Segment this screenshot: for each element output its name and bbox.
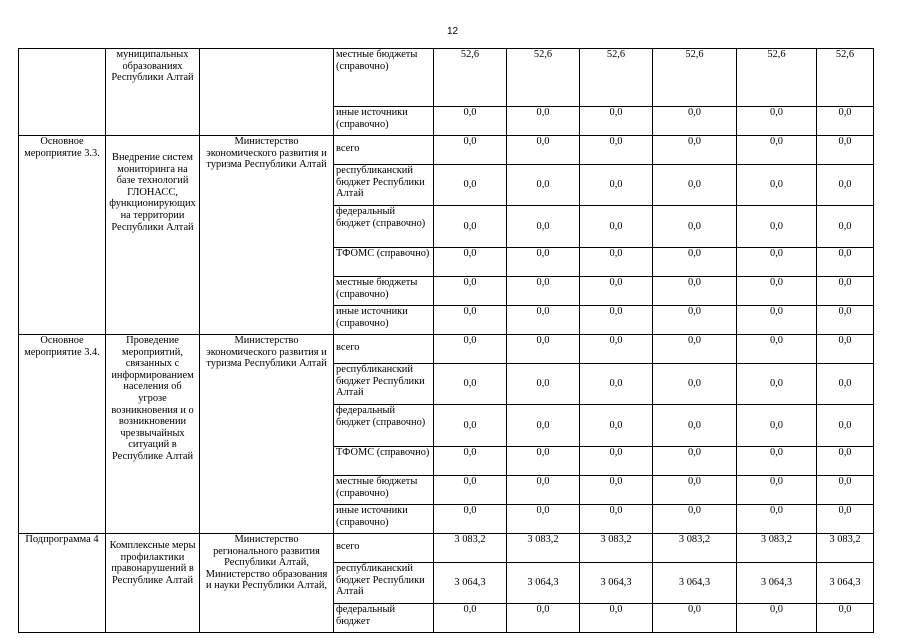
funding-source-cell: федеральный бюджет (справочно) — [334, 206, 434, 248]
value-cell: 0,0 — [580, 476, 653, 505]
value-cell: 0,0 — [580, 165, 653, 206]
value-cell: 0,0 — [817, 136, 874, 165]
value-cell: 0,0 — [817, 277, 874, 306]
value-cell: 0,0 — [653, 248, 737, 277]
value-cell: 0,0 — [434, 405, 507, 447]
value-cell: 3 083,2 — [737, 534, 817, 563]
table-row — [19, 136, 874, 165]
value-cell: 0,0 — [737, 165, 817, 206]
value-cell: 0,0 — [507, 405, 580, 447]
value-cell: 0,0 — [580, 405, 653, 447]
value-cell: 0,0 — [434, 306, 507, 335]
value-cell: 0,0 — [580, 447, 653, 476]
measure-name-cell: муниципальных образованиях Республики Алтай — [106, 49, 200, 136]
value-cell: 3 083,2 — [653, 534, 737, 563]
value-cell: 0,0 — [580, 364, 653, 405]
value-cell: 0,0 — [653, 364, 737, 405]
value-cell: 0,0 — [653, 306, 737, 335]
funding-source-cell: иные источники (справочно) — [334, 107, 434, 136]
value-cell: 0,0 — [817, 364, 874, 405]
funding-source-cell: иные источники (справочно) — [334, 505, 434, 534]
value-cell: 0,0 — [817, 107, 874, 136]
value-cell: 0,0 — [580, 335, 653, 364]
value-cell: 0,0 — [817, 165, 874, 206]
value-cell: 0,0 — [653, 206, 737, 248]
value-cell: 0,0 — [737, 405, 817, 447]
funding-source-cell: ТФОМС (справочно) — [334, 248, 434, 277]
value-cell: 0,0 — [653, 335, 737, 364]
value-cell: 0,0 — [737, 277, 817, 306]
measure-cell — [19, 49, 106, 136]
value-cell: 0,0 — [737, 476, 817, 505]
value-cell: 0,0 — [817, 248, 874, 277]
measure-cell: Подпрограмма 4 — [19, 534, 106, 633]
value-cell: 3 064,3 — [737, 563, 817, 604]
measure-name-cell: Проведение мероприятий, связанных с информированием населения об угрозе возникновения и о возникновении чрезвычайных ситуаций в Республике Алтай — [106, 335, 200, 534]
value-cell: 0,0 — [434, 277, 507, 306]
value-cell: 0,0 — [507, 604, 580, 633]
value-cell: 0,0 — [434, 604, 507, 633]
value-cell: 3 064,3 — [434, 563, 507, 604]
value-cell: 0,0 — [434, 165, 507, 206]
value-cell: 0,0 — [817, 476, 874, 505]
value-cell: 0,0 — [507, 364, 580, 405]
value-cell: 0,0 — [653, 447, 737, 476]
value-cell: 0,0 — [653, 107, 737, 136]
funding-source-cell: всего — [334, 335, 434, 364]
value-cell: 0,0 — [580, 277, 653, 306]
table-row — [19, 335, 874, 364]
funding-source-cell: республиканский бюджет Республики Алтай — [334, 364, 434, 405]
value-cell: 0,0 — [580, 505, 653, 534]
executor-cell — [200, 49, 334, 136]
funding-source-cell: местные бюджеты (справочно) — [334, 476, 434, 505]
funding-source-cell: ТФОМС (справочно) — [334, 447, 434, 476]
value-cell: 3 064,3 — [653, 563, 737, 604]
value-cell: 0,0 — [580, 206, 653, 248]
funding-source-cell: местные бюджеты (справочно) — [334, 277, 434, 306]
value-cell: 0,0 — [580, 604, 653, 633]
executor-cell: Министерство экономического развития и туризма Республики Алтай — [200, 335, 334, 534]
value-cell: 0,0 — [507, 306, 580, 335]
value-cell: 0,0 — [737, 447, 817, 476]
value-cell: 0,0 — [737, 248, 817, 277]
value-cell: 0,0 — [653, 136, 737, 165]
value-cell: 0,0 — [817, 505, 874, 534]
value-cell: 0,0 — [580, 107, 653, 136]
value-cell: 0,0 — [580, 136, 653, 165]
value-cell: 0,0 — [737, 107, 817, 136]
value-cell: 0,0 — [653, 476, 737, 505]
value-cell: 0,0 — [507, 447, 580, 476]
value-cell: 0,0 — [653, 505, 737, 534]
funding-source-cell: иные источники (справочно) — [334, 306, 434, 335]
funding-source-cell: всего — [334, 534, 434, 563]
value-cell: 0,0 — [507, 505, 580, 534]
value-cell: 0,0 — [434, 136, 507, 165]
funding-source-cell: федеральный бюджет (справочно) — [334, 405, 434, 447]
value-cell: 0,0 — [580, 306, 653, 335]
value-cell: 0,0 — [653, 405, 737, 447]
funding-source-cell: местные бюджеты (справочно) — [334, 49, 434, 107]
value-cell: 0,0 — [434, 248, 507, 277]
value-cell: 0,0 — [737, 364, 817, 405]
value-cell: 0,0 — [737, 604, 817, 633]
value-cell: 0,0 — [817, 306, 874, 335]
value-cell: 0,0 — [737, 335, 817, 364]
value-cell: 0,0 — [817, 604, 874, 633]
value-cell: 3 064,3 — [580, 563, 653, 604]
value-cell: 3 083,2 — [817, 534, 874, 563]
value-cell: 0,0 — [653, 277, 737, 306]
value-cell: 52,6 — [653, 49, 737, 107]
value-cell: 0,0 — [507, 165, 580, 206]
value-cell: 3 083,2 — [434, 534, 507, 563]
table-row — [19, 534, 874, 563]
measure-name-cell: Внедрение систем мониторинга на базе технологий ГЛОНАСС, функционирующих на территории Республики Алтай — [106, 136, 200, 335]
value-cell: 52,6 — [507, 49, 580, 107]
value-cell: 0,0 — [507, 248, 580, 277]
value-cell: 3 064,3 — [507, 563, 580, 604]
value-cell: 0,0 — [434, 505, 507, 534]
value-cell: 0,0 — [434, 335, 507, 364]
value-cell: 0,0 — [434, 107, 507, 136]
value-cell: 3 064,3 — [817, 563, 874, 604]
executor-cell: Министерство экономического развития и туризма Республики Алтай — [200, 136, 334, 335]
value-cell: 0,0 — [507, 277, 580, 306]
executor-cell: Министерство регионального развития Республики Алтай, Министерство образования и науки Республики Алтай, — [200, 534, 334, 633]
value-cell: 0,0 — [817, 405, 874, 447]
value-cell: 0,0 — [580, 248, 653, 277]
funding-source-cell: республиканский бюджет Республики Алтай — [334, 563, 434, 604]
value-cell: 0,0 — [507, 476, 580, 505]
funding-source-cell: республиканский бюджет Республики Алтай — [334, 165, 434, 206]
value-cell: 52,6 — [737, 49, 817, 107]
value-cell: 0,0 — [737, 306, 817, 335]
value-cell: 3 083,2 — [507, 534, 580, 563]
value-cell: 0,0 — [434, 476, 507, 505]
value-cell: 0,0 — [817, 335, 874, 364]
value-cell: 0,0 — [817, 447, 874, 476]
funding-source-cell: всего — [334, 136, 434, 165]
value-cell: 0,0 — [653, 165, 737, 206]
page-number: 12 — [446, 26, 459, 37]
measure-cell: Основное мероприятие 3.3. — [19, 136, 106, 335]
value-cell: 0,0 — [737, 206, 817, 248]
value-cell: 0,0 — [434, 206, 507, 248]
measure-cell: Основное мероприятие 3.4. — [19, 335, 106, 534]
funding-source-cell: федеральный бюджет — [334, 604, 434, 633]
value-cell: 52,6 — [817, 49, 874, 107]
value-cell: 0,0 — [653, 604, 737, 633]
value-cell: 0,0 — [507, 206, 580, 248]
value-cell: 0,0 — [434, 447, 507, 476]
value-cell: 0,0 — [817, 206, 874, 248]
value-cell: 3 083,2 — [580, 534, 653, 563]
value-cell: 0,0 — [507, 107, 580, 136]
measure-name-cell: Комплексные меры профилактики правонарушений в Республике Алтай — [106, 534, 200, 633]
table-row — [19, 49, 874, 107]
value-cell: 0,0 — [737, 136, 817, 165]
value-cell: 0,0 — [434, 364, 507, 405]
value-cell: 0,0 — [737, 505, 817, 534]
budget-table — [18, 48, 874, 633]
value-cell: 0,0 — [507, 335, 580, 364]
value-cell: 52,6 — [434, 49, 507, 107]
value-cell: 52,6 — [580, 49, 653, 107]
value-cell: 0,0 — [507, 136, 580, 165]
